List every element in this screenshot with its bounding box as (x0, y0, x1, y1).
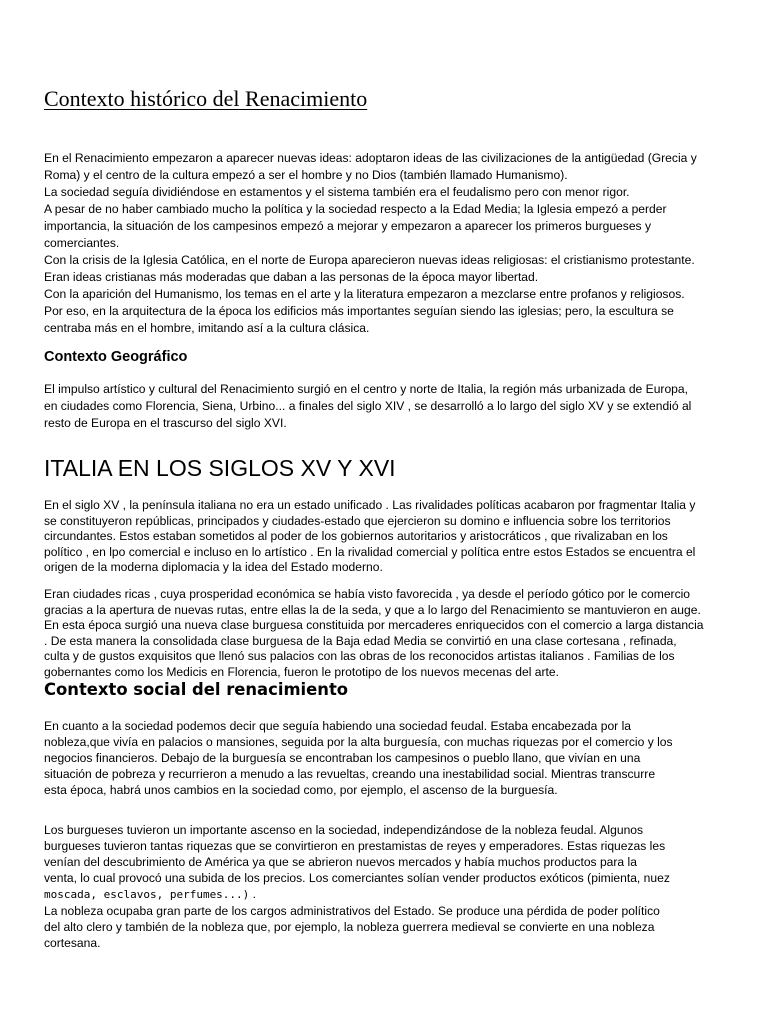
intro-paragraph (44, 150, 734, 337)
text-line: situación de pobreza y recurrieron a menudo a las revueltas, creando una inestabilidad social. Mientras transcurre (44, 767, 656, 781)
text-line: nobleza,que vivía en palacios o mansiones, seguida por la alta burguesía, con muchas riquezas por el comercio y los (44, 735, 673, 749)
social-text-1 (44, 718, 734, 798)
text-line: negocios financieros. Debajo de la burguesía se encontraban los campesinos o pueblo llano, que vivían en una (44, 751, 641, 765)
text-line: esta época, habrá unos cambios en la sociedad como, por ejemplo, el ascenso de la burguesía. (44, 783, 558, 797)
text-line: venían del descubrimiento de América ya que se abrieron nuevos mercados y había muchos productos para la (44, 855, 637, 869)
text-line: En el Renacimiento empezaron a aparecer nuevas ideas: adoptaron ideas de las civilizaciones de la antigüedad (Grecia y (44, 151, 697, 165)
text-line: Por eso, en la arquitectura de la época los edificios más importantes seguían siendo las iglesias; pero, la escultura se (44, 304, 674, 318)
italia-paragraph-2 (44, 587, 734, 680)
text-line-mono (44, 886, 734, 903)
text-line: gracias a la apertura de nuevas rutas, entre ellas la de la seda, y que a lo largo del Renacimiento se mantuvieron en auge. (44, 602, 701, 617)
geo-heading: Contexto Geográfico (44, 349, 188, 365)
text-line: centraba más en el hombre, imitando así a la cultura clásica. (44, 321, 370, 335)
text-line: Eran ideas cristianas más moderadas que daban a las personas de la época mayor libertad. (44, 270, 539, 284)
text-line: Roma) y el centro de la cultura empezó a ser el hombre y no Dios (también llamado Humanismo). (44, 168, 568, 182)
text-line: A pesar de no haber cambiado mucho la política y la sociedad respecto a la Edad Media; la Iglesia empezó a perder (44, 202, 667, 216)
text-line: en ciudades como Florencia, Siena, Urbino... a finales del siglo XIV , se desarrolló a lo largo del siglo XV y se extendió al (44, 399, 692, 413)
text-line: Con la crisis de la Iglesia Católica, en el norte de Europa aparecieron nuevas ideas religiosas: el cristianismo protestante. (44, 253, 695, 267)
text-line: En el siglo XV , la península italiana no era un estado unificado . Las rivalidades políticas acabaron por fragmentar Italia y (44, 498, 696, 512)
text-line: se constituyeron repúblicas, principados y ciudades-estado que ejercieron su domino e influencia sobre los territorios (44, 513, 671, 528)
text-line: gobernantes como los Medicis en Florencia, fueron le prototipo de los nuevos mecenas del arte. (44, 664, 559, 679)
geo-paragraph (44, 381, 734, 432)
text-line: venta, lo cual provocó una subida de los precios. Los comerciantes solían vender productos exóticos (pimienta, nuez (44, 871, 670, 885)
text-line: circundantes. Estos estaban sometidos al poder de los gobiernos autoritarios y aristocráticos , que rivalizaban en los (44, 529, 668, 543)
italia-heading: ITALIA EN LOS SIGLOS XV Y XVI (44, 455, 396, 481)
social-paragraph-2 (44, 822, 734, 951)
intro-text (44, 150, 734, 337)
text-line: origen de la moderna diplomacia y la idea del Estado moderno. (44, 560, 383, 574)
text-line: comerciantes. (44, 236, 120, 250)
text-line: En cuanto a la sociedad podemos decir que seguía habiendo una sociedad feudal. Estaba encabezada por la (44, 719, 631, 733)
text-line: . De esta manera la consolidada clase burguesa de la Baja edad Media se convirtió en una clase cortesana , refinada, (44, 633, 677, 648)
text-line: Eran ciudades ricas , cuya prosperidad económica se había visto favorecida , ya desde el período gótico por le comercio (44, 587, 691, 601)
text-line: importancia, la situación de los campesinos empezó a mejorar y empezaron a aparecer los primeros burgueses y (44, 219, 651, 233)
social-heading: Contexto social del renacimiento (44, 680, 349, 699)
text-line: burgueses tuvieron tantas riquezas que se convirtieron en prestamistas de reyes y emperadores. Estas riquezas les (44, 839, 666, 853)
italia-text-1 (44, 498, 734, 576)
mono-tail: . (249, 887, 257, 901)
italia-text-2 (44, 587, 734, 680)
mono-text: moscada, esclavos, perfumes...) (44, 888, 250, 901)
text-line: El impulso artístico y cultural del Renacimiento surgió en el centro y norte de Italia, la región más urbanizada de Europa, (44, 382, 688, 396)
page-title: Contexto histórico del Renacimiento (44, 86, 368, 111)
text-line: resto de Europa en el trascurso del siglo XVI. (44, 416, 287, 430)
text-line: Con la aparición del Humanismo, los temas en el arte y la literatura empezaron a mezclarse entre profanos y religiosos. (44, 287, 685, 301)
text-line: La nobleza ocupaba gran parte de los cargos administrativos del Estado. Se produce una pérdida de poder político (44, 904, 660, 918)
italia-paragraph-1 (44, 498, 734, 576)
text-line: La sociedad seguía dividiéndose en estamentos y el sistema también era el feudalismo pero con menor rigor. (44, 185, 630, 199)
geo-text (44, 381, 734, 432)
social-paragraph-1 (44, 718, 734, 798)
text-line: cortesana. (44, 936, 101, 950)
text-line: Los burgueses tuvieron un importante ascenso en la sociedad, independizándose de la nobleza feudal. Algunos (44, 823, 644, 837)
text-line: del alto clero y también de la nobleza que, por ejemplo, la nobleza guerrera medieval se convierte en una nobleza (44, 920, 655, 934)
text-line: culta y de gustos exquisitos que llenó sus palacios con las obras de los reconocidos artistas italianos . Familias de los (44, 649, 675, 663)
text-line: político , en lpo comercial e incluso en lo artístico . En la rivalidad comercial y política entre estos Estados se encuentra el (44, 544, 696, 559)
text-line: En esta época surgió una nueva clase burguesa constituida por mercaderes enriquecidos con el comercio a larga distancia (44, 618, 704, 632)
social-text-2 (44, 822, 734, 951)
